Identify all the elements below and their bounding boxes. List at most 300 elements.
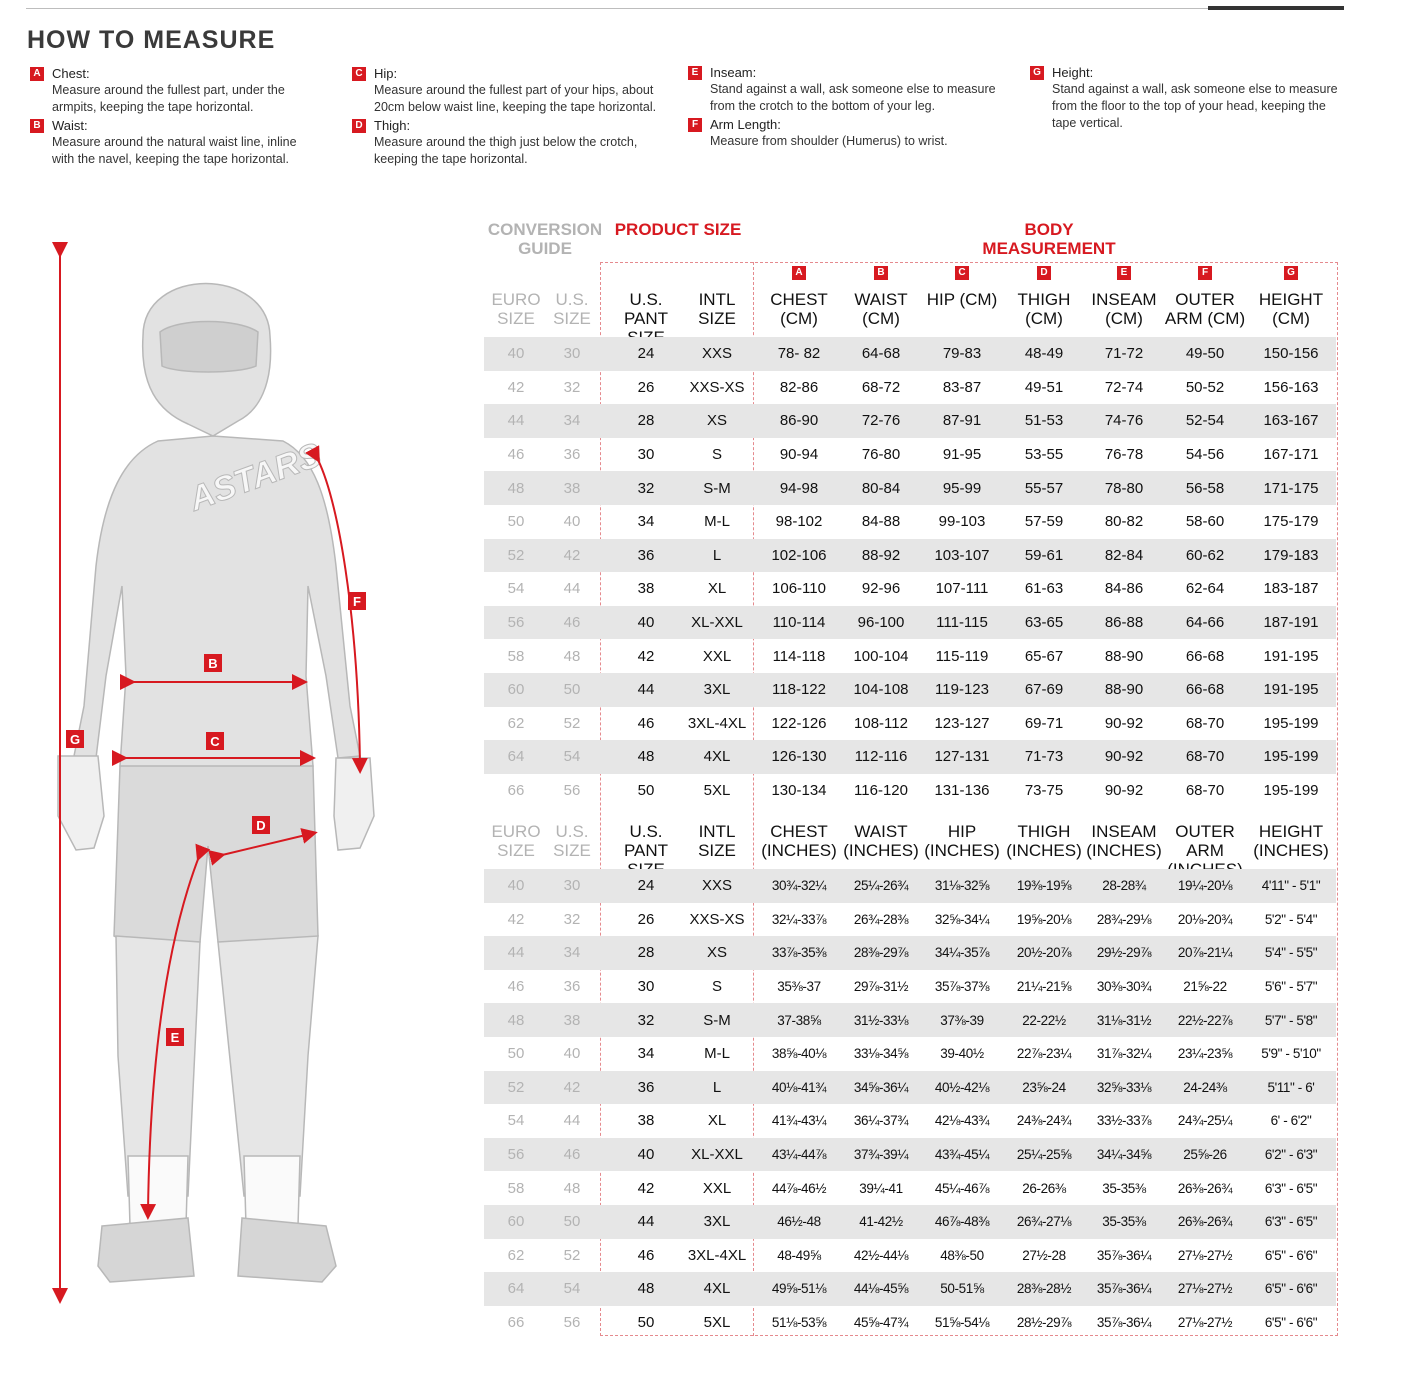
table-cell: M-L bbox=[704, 1045, 730, 1063]
table-cell: 34 bbox=[637, 1045, 655, 1063]
table-cell: 20⅞-21¼ bbox=[1177, 945, 1233, 961]
table-cell: 108-112 bbox=[854, 714, 908, 732]
table-cell: 44 bbox=[637, 681, 655, 699]
table-row bbox=[484, 1239, 1336, 1273]
table-cell: 44⅛-45⅝ bbox=[853, 1281, 909, 1297]
table-cell: 59-61 bbox=[1024, 546, 1064, 564]
col-header-measurement: WAIST (CM) bbox=[854, 290, 908, 328]
table-cell: 118-122 bbox=[772, 681, 826, 699]
table-cell: 5'7" - 5'8" bbox=[1264, 1012, 1318, 1028]
table-cell: XXL bbox=[702, 647, 732, 665]
table-cell: 64 bbox=[507, 748, 525, 766]
table-cell: 32⅝-34¼ bbox=[934, 911, 990, 927]
table-cell: 26 bbox=[637, 378, 655, 396]
table-cell: S bbox=[711, 446, 722, 464]
table-cell: 6'3" - 6'5" bbox=[1264, 1180, 1318, 1196]
figure-label-f: F bbox=[353, 594, 361, 609]
table-cell: 50 bbox=[637, 1314, 655, 1332]
table-cell: 48 bbox=[563, 647, 581, 665]
table-cell: 127-131 bbox=[934, 748, 990, 766]
column-letter-badge: C bbox=[955, 266, 969, 280]
table-cell: 68-72 bbox=[861, 378, 901, 396]
table-cell: 49-50 bbox=[1185, 345, 1225, 363]
shoe-icon bbox=[98, 1218, 194, 1282]
figure-label-e: E bbox=[170, 1030, 180, 1045]
table-cell: 50 bbox=[563, 681, 581, 699]
table-cell: 24¾-25¼ bbox=[1177, 1113, 1233, 1129]
table-cell: 34 bbox=[637, 513, 655, 531]
table-row bbox=[484, 740, 1336, 774]
table-cell: 68-70 bbox=[1185, 714, 1225, 732]
table-cell: 35-35⅜ bbox=[1102, 1214, 1146, 1230]
table-cell: 42 bbox=[507, 378, 525, 396]
column-letter-badge: E bbox=[1117, 266, 1131, 280]
table-cell: 27⅛-27½ bbox=[1177, 1247, 1233, 1263]
table-cell: 5XL bbox=[703, 1314, 731, 1332]
guide-title: Inseam: bbox=[710, 65, 757, 80]
table-cell: 94-98 bbox=[779, 479, 819, 497]
table-cell: S-M bbox=[703, 479, 731, 497]
table-cell: 83-87 bbox=[942, 378, 982, 396]
table-cell: 88-90 bbox=[1104, 647, 1144, 665]
table-cell: 39¼-41 bbox=[859, 1180, 903, 1196]
table-cell: 6' - 6'2" bbox=[1270, 1113, 1312, 1129]
table-cell: 46 bbox=[563, 614, 581, 632]
col-header-measurement: OUTER ARM (CM) bbox=[1164, 290, 1246, 328]
table-cell: 65-67 bbox=[1024, 647, 1064, 665]
table-cell: 99-103 bbox=[938, 513, 986, 531]
table-cell: 33⅛-34⅝ bbox=[853, 1046, 909, 1062]
table-cell: 104-108 bbox=[853, 681, 909, 699]
guide-column-2 bbox=[352, 66, 662, 170]
table-cell: 195-199 bbox=[1263, 782, 1319, 800]
table-cell: 34⅝-36¼ bbox=[853, 1079, 909, 1095]
col-header-us: U.S. SIZE bbox=[553, 822, 591, 860]
table-cell: 52 bbox=[507, 1078, 525, 1096]
table-cell: 68-70 bbox=[1185, 748, 1225, 766]
jersey-logo-text: ASTARS bbox=[184, 435, 327, 519]
table-row bbox=[484, 774, 1336, 808]
table-cell: 30¾-32¼ bbox=[771, 878, 827, 894]
col-header-us: U.S. SIZE bbox=[553, 290, 591, 328]
table-cell: 31⅞-32¼ bbox=[1096, 1046, 1152, 1062]
table-cell: 5'2" - 5'4" bbox=[1264, 911, 1318, 927]
table-cell: 43¾-45¼ bbox=[934, 1147, 990, 1163]
table-cell: XXS bbox=[701, 877, 732, 895]
guide-desc: Measure around the thigh just below the crotch, keeping the tape horizontal. bbox=[374, 135, 638, 166]
table-cell: 5'4" - 5'5" bbox=[1264, 945, 1318, 961]
table-cell: 48-49 bbox=[1024, 345, 1064, 363]
table-row bbox=[484, 673, 1336, 707]
table-cell: 54 bbox=[507, 580, 525, 598]
table-cell: 78-80 bbox=[1104, 479, 1144, 497]
table-cell: M-L bbox=[704, 513, 730, 531]
table-cell: 45⅝-47¾ bbox=[853, 1315, 909, 1331]
table-cell: 68-70 bbox=[1185, 782, 1225, 800]
table-cell: 115-119 bbox=[935, 647, 989, 665]
table-cell: 100-104 bbox=[853, 647, 909, 665]
table-cell: 32¼-33⅞ bbox=[771, 911, 827, 927]
table-cell: XXS-XS bbox=[689, 378, 745, 396]
table-row bbox=[484, 1071, 1336, 1105]
table-cell: 179-183 bbox=[1263, 546, 1319, 564]
table-row bbox=[484, 337, 1336, 371]
table-cell: 60 bbox=[507, 1213, 525, 1231]
letter-badge-c: C bbox=[352, 67, 366, 81]
table-cell: 42⅛-43¾ bbox=[934, 1113, 990, 1129]
table-cell: 80-84 bbox=[861, 479, 901, 497]
table-cell: 36 bbox=[637, 546, 655, 564]
table-cell: 30 bbox=[637, 978, 655, 996]
column-letter-badge: D bbox=[1037, 266, 1051, 280]
table-row bbox=[484, 869, 1336, 903]
table-cell: 72-74 bbox=[1104, 378, 1144, 396]
table-cell: 31⅛-31½ bbox=[1096, 1012, 1152, 1028]
table-cell: 45¼-46⅞ bbox=[934, 1180, 990, 1196]
guide-waist bbox=[30, 118, 340, 168]
table-row bbox=[484, 639, 1336, 673]
table-cell: 24-24⅜ bbox=[1183, 1079, 1227, 1095]
table-cell: 3XL-4XL bbox=[687, 1246, 747, 1264]
table-cell: 30 bbox=[563, 345, 581, 363]
table-cell: 23¼-23⅝ bbox=[1177, 1046, 1233, 1062]
table-cell: 80-82 bbox=[1104, 513, 1144, 531]
table-cell: 91-95 bbox=[942, 446, 982, 464]
table-cell: 84-88 bbox=[861, 513, 901, 531]
table-cell: 71-73 bbox=[1024, 748, 1064, 766]
table-cell: 54 bbox=[507, 1112, 525, 1130]
table-cell: 51-53 bbox=[1024, 412, 1064, 430]
col-header-measurement: WAIST (INCHES) bbox=[843, 822, 919, 860]
table-cell: 175-179 bbox=[1263, 513, 1319, 531]
table-cell: 56 bbox=[507, 614, 525, 632]
table-cell: 43¼-44⅞ bbox=[771, 1147, 827, 1163]
table-cell: 33½-33⅞ bbox=[1096, 1113, 1152, 1129]
table-cell: 33⅞-35⅜ bbox=[771, 945, 827, 961]
table-cell: XL bbox=[707, 1112, 727, 1130]
table-cell: 23⅝-24 bbox=[1022, 1079, 1066, 1095]
table-cell: 22½-22⅞ bbox=[1177, 1012, 1233, 1028]
figure-label-c: C bbox=[210, 734, 220, 749]
table-cell: 4'11" - 5'1" bbox=[1261, 878, 1321, 894]
table-cell: 103-107 bbox=[934, 546, 990, 564]
col-header-intl: INTL SIZE bbox=[698, 290, 736, 328]
table-cell: 64-66 bbox=[1185, 614, 1225, 632]
table-cell: 22⅞-23¼ bbox=[1016, 1046, 1072, 1062]
table-cell: 82-84 bbox=[1104, 546, 1144, 564]
table-cell: 74-76 bbox=[1104, 412, 1144, 430]
table-cell: 19¼-20⅛ bbox=[1177, 878, 1233, 894]
top-divider bbox=[26, 8, 1344, 9]
table-row bbox=[484, 1306, 1336, 1340]
table-cell: 36¼-37¾ bbox=[853, 1113, 909, 1129]
table-cell: 36 bbox=[637, 1078, 655, 1096]
table-cell: 66-68 bbox=[1185, 681, 1225, 699]
col-header-intl: INTL SIZE bbox=[698, 822, 736, 860]
table-cell: 44 bbox=[507, 412, 525, 430]
table-cell: 46½-48 bbox=[777, 1214, 821, 1230]
table-cell: 58 bbox=[507, 647, 525, 665]
table-cell: 40 bbox=[563, 1045, 581, 1063]
table-cell: 48 bbox=[637, 1280, 655, 1298]
table-cell: 51⅝-54⅛ bbox=[934, 1315, 990, 1331]
group-header-body: BODY MEASUREMENT bbox=[982, 220, 1116, 258]
table-cell: 51⅛-53⅝ bbox=[771, 1315, 827, 1331]
table-cell: 60-62 bbox=[1185, 546, 1225, 564]
table-cell: 78- 82 bbox=[777, 345, 821, 363]
table-cell: 53-55 bbox=[1024, 446, 1064, 464]
table-cell: 98-102 bbox=[775, 513, 823, 531]
guide-desc: Measure around the natural waist line, inline with the navel, keeping the tape horizontal. bbox=[52, 135, 297, 166]
table-cell: 25⅝-26 bbox=[1183, 1147, 1227, 1163]
letter-badge-d: D bbox=[352, 119, 366, 133]
guide-title: Height: bbox=[1052, 65, 1094, 80]
table-cell: 92-96 bbox=[861, 580, 901, 598]
table-cell: S-M bbox=[703, 1011, 731, 1029]
table-cell: 6'5" - 6'6" bbox=[1264, 1315, 1318, 1331]
col-header-us-pant: U.S. PANT bbox=[623, 290, 669, 328]
table-cell: 123-127 bbox=[934, 714, 990, 732]
guide-title: Chest: bbox=[52, 66, 90, 81]
guide-thigh bbox=[352, 118, 662, 168]
table-cell: 36 bbox=[563, 446, 581, 464]
guide-height bbox=[1030, 65, 1340, 132]
table-cell: 122-126 bbox=[771, 714, 827, 732]
table-cell: 71-72 bbox=[1104, 345, 1144, 363]
guide-title: Hip: bbox=[374, 66, 398, 81]
table-cell: 38 bbox=[563, 479, 581, 497]
table-cell: 28⅜-29⅞ bbox=[853, 945, 909, 961]
column-letter-badge: G bbox=[1284, 266, 1298, 280]
table-cell: 183-187 bbox=[1263, 580, 1319, 598]
table-cell: 56 bbox=[507, 1146, 525, 1164]
table-cell: 50 bbox=[507, 513, 525, 531]
guide-desc: Stand against a wall, ask someone else to measure from the crotch to the bottom of your leg. bbox=[710, 82, 996, 113]
table-cell: 34¼-34⅝ bbox=[1096, 1147, 1152, 1163]
table-cell: 66 bbox=[507, 782, 525, 800]
table-cell: 66 bbox=[507, 1314, 525, 1332]
table-row bbox=[484, 1104, 1336, 1138]
table-row bbox=[484, 371, 1336, 405]
table-cell: 30⅜-30¾ bbox=[1096, 979, 1152, 995]
table-cell: 46 bbox=[507, 978, 525, 996]
table-cell: 6'5" - 6'6" bbox=[1264, 1281, 1318, 1297]
table-cell: 20½-20⅞ bbox=[1016, 945, 1072, 961]
table-cell: 55-57 bbox=[1024, 479, 1064, 497]
table-cell: 5'6" - 5'7" bbox=[1264, 979, 1318, 995]
table-cell: 102-106 bbox=[771, 546, 827, 564]
guide-desc: Measure around the fullest part, under the armpits, keeping the tape horizontal. bbox=[52, 83, 285, 114]
table-cell: XL-XXL bbox=[691, 614, 743, 632]
table-cell: 32 bbox=[637, 479, 655, 497]
table-cell: 25¼-25⅝ bbox=[1016, 1147, 1072, 1163]
table-cell: 40 bbox=[507, 345, 525, 363]
table-cell: 107-111 bbox=[935, 580, 989, 598]
rider-figure bbox=[38, 236, 388, 1306]
table-cell: 44 bbox=[637, 1213, 655, 1231]
table-row bbox=[484, 1003, 1336, 1037]
table-cell: 22-22½ bbox=[1022, 1012, 1066, 1028]
table-cell: 58-60 bbox=[1185, 513, 1225, 531]
table-cell: 48 bbox=[507, 479, 525, 497]
col-header-measurement: HIP (CM) bbox=[926, 290, 998, 309]
table-cell: 4XL bbox=[703, 1280, 731, 1298]
table-cell: 110-114 bbox=[772, 614, 826, 632]
table-cell: 21¼-21⅝ bbox=[1016, 979, 1072, 995]
table-cell: 54-56 bbox=[1185, 446, 1225, 464]
table-cell: 72-76 bbox=[861, 412, 901, 430]
table-cell: 56 bbox=[563, 1314, 581, 1332]
table-cell: 63-65 bbox=[1024, 614, 1064, 632]
table-cell: 96-100 bbox=[857, 614, 905, 632]
guide-column-3 bbox=[688, 65, 998, 152]
table-cell: 90-92 bbox=[1104, 714, 1144, 732]
table-cell: 56-58 bbox=[1185, 479, 1225, 497]
table-cell: 62 bbox=[507, 714, 525, 732]
table-cell: 34 bbox=[563, 412, 581, 430]
table-cell: 24⅜-24¾ bbox=[1016, 1113, 1072, 1129]
table-cell: 52 bbox=[507, 546, 525, 564]
letter-badge-g: G bbox=[1030, 66, 1044, 80]
table-cell: 50-51⅝ bbox=[940, 1281, 984, 1297]
table-row bbox=[484, 936, 1336, 970]
table-cell: 38⅝-40⅛ bbox=[771, 1046, 827, 1062]
table-cell: 50-52 bbox=[1185, 378, 1225, 396]
table-cell: 48 bbox=[507, 1011, 525, 1029]
table-cell: XS bbox=[706, 944, 727, 962]
table-cell: 79-83 bbox=[942, 345, 982, 363]
table-cell: 3XL bbox=[703, 681, 731, 699]
guide-desc: Stand against a wall, ask someone else to measure from the floor to the top of your head, keeping the tape vertical. bbox=[1052, 82, 1338, 130]
col-header-measurement: INSEAM (INCHES) bbox=[1086, 822, 1162, 860]
table-row bbox=[484, 539, 1336, 573]
figure-label-d: D bbox=[256, 818, 266, 833]
table-cell: 44 bbox=[563, 580, 581, 598]
table-cell: 84-86 bbox=[1104, 580, 1144, 598]
table-cell: 32 bbox=[563, 378, 581, 396]
col-header-measurement: THIGH (INCHES) bbox=[1006, 822, 1082, 860]
table-cell: 44 bbox=[563, 1112, 581, 1130]
table-cell: 106-110 bbox=[772, 580, 826, 598]
figure-label-b: B bbox=[208, 656, 218, 671]
table-cell: 26-26⅜ bbox=[1022, 1180, 1066, 1196]
table-cell: 6'3" - 6'5" bbox=[1264, 1214, 1318, 1230]
table-cell: 42 bbox=[637, 1179, 655, 1197]
table-cell: 35⅞-36¼ bbox=[1096, 1315, 1152, 1331]
table-cell: 67-69 bbox=[1024, 681, 1064, 699]
table-cell: 5'9" - 5'10" bbox=[1261, 1046, 1321, 1062]
table-cell: 88-90 bbox=[1104, 681, 1144, 699]
letter-badge-a: A bbox=[30, 67, 44, 81]
table-cell: 126-130 bbox=[771, 748, 827, 766]
table-cell: 35⅞-37⅜ bbox=[934, 979, 990, 995]
table-row bbox=[484, 1171, 1336, 1205]
table-cell: 119-123 bbox=[935, 681, 989, 699]
table-cell: 28⅜-28½ bbox=[1016, 1281, 1072, 1297]
table-row bbox=[484, 606, 1336, 640]
table-cell: 29½-29⅞ bbox=[1096, 945, 1152, 961]
table-cell: 39-40½ bbox=[940, 1046, 984, 1062]
table-row bbox=[484, 903, 1336, 937]
table-cell: 32 bbox=[637, 1011, 655, 1029]
col-header-measurement: CHEST (CM) bbox=[770, 290, 828, 328]
table-cell: 64-68 bbox=[861, 345, 901, 363]
table-cell: 20⅛-20¾ bbox=[1177, 911, 1233, 927]
table-cell: 31½-33⅛ bbox=[853, 1012, 909, 1028]
col-header-measurement: HEIGHT (CM) bbox=[1258, 290, 1324, 328]
table-cell: 50 bbox=[637, 782, 655, 800]
table-cell: 82-86 bbox=[779, 378, 819, 396]
table-cell: 37⅜-39 bbox=[940, 1012, 984, 1028]
column-letter-badge: A bbox=[792, 266, 806, 280]
guide-column-4 bbox=[1030, 65, 1340, 134]
table-cell: 52 bbox=[563, 1246, 581, 1264]
table-cell: 35-35⅜ bbox=[1102, 1180, 1146, 1196]
table-cell: 35⅞-36¼ bbox=[1096, 1247, 1152, 1263]
table-cell: 48-49⅝ bbox=[777, 1247, 821, 1263]
table-cell: 31⅛-32⅝ bbox=[934, 878, 990, 894]
table-cell: 27½-28 bbox=[1022, 1247, 1066, 1263]
col-header-measurement: CHEST (INCHES) bbox=[761, 822, 837, 860]
table-cell: 58 bbox=[507, 1179, 525, 1197]
table-cell: 54 bbox=[563, 1280, 581, 1298]
table-cell: 26¾-27⅛ bbox=[1016, 1214, 1072, 1230]
table-cell: 28 bbox=[637, 944, 655, 962]
table-row bbox=[484, 1037, 1336, 1071]
table-row bbox=[484, 1205, 1336, 1239]
table-cell: 131-136 bbox=[934, 782, 990, 800]
table-cell: L bbox=[712, 1078, 722, 1096]
table-cell: 42 bbox=[507, 910, 525, 928]
table-cell: 76-78 bbox=[1104, 446, 1144, 464]
table-row bbox=[484, 572, 1336, 606]
table-cell: 50 bbox=[507, 1045, 525, 1063]
guide-desc: Measure from shoulder (Humerus) to wrist. bbox=[710, 134, 948, 148]
table-cell: 42½-44⅛ bbox=[853, 1247, 909, 1263]
col-header-us-pant: U.S. PANT bbox=[623, 822, 669, 860]
table-cell: 86-88 bbox=[1104, 614, 1144, 632]
table-cell: 46 bbox=[563, 1146, 581, 1164]
table-cell: 62 bbox=[507, 1246, 525, 1264]
table-cell: 66-68 bbox=[1185, 647, 1225, 665]
guide-inseam bbox=[688, 65, 998, 115]
table-cell: 37¾-39¼ bbox=[853, 1147, 909, 1163]
table-cell: 40 bbox=[507, 877, 525, 895]
table-row bbox=[484, 1272, 1336, 1306]
table-cell: 62-64 bbox=[1185, 580, 1225, 598]
table-cell: XXS-XS bbox=[689, 910, 745, 928]
table-cell: 112-116 bbox=[854, 748, 908, 766]
col-header-measurement: OUTER ARM bbox=[1175, 822, 1235, 860]
table-cell: 90-94 bbox=[779, 446, 819, 464]
table-cell: 40 bbox=[637, 614, 655, 632]
table-cell: 191-195 bbox=[1263, 647, 1319, 665]
table-cell: 76-80 bbox=[861, 446, 901, 464]
table-cell: XS bbox=[706, 412, 727, 430]
table-cell: 27⅛-27½ bbox=[1177, 1281, 1233, 1297]
top-divider-accent bbox=[1208, 6, 1344, 10]
guide-title: Waist: bbox=[52, 118, 88, 133]
table-cell: 28¾-29⅛ bbox=[1096, 911, 1152, 927]
table-cell: 187-191 bbox=[1263, 614, 1319, 632]
table-cell: 46 bbox=[507, 446, 525, 464]
group-header-conversion: CONVERSION GUIDE bbox=[487, 220, 603, 258]
letter-badge-e: E bbox=[688, 66, 702, 80]
table-cell: 52-54 bbox=[1185, 412, 1225, 430]
column-letter-badge: F bbox=[1198, 266, 1212, 280]
table-row bbox=[484, 471, 1336, 505]
table-cell: XXL bbox=[702, 1179, 732, 1197]
